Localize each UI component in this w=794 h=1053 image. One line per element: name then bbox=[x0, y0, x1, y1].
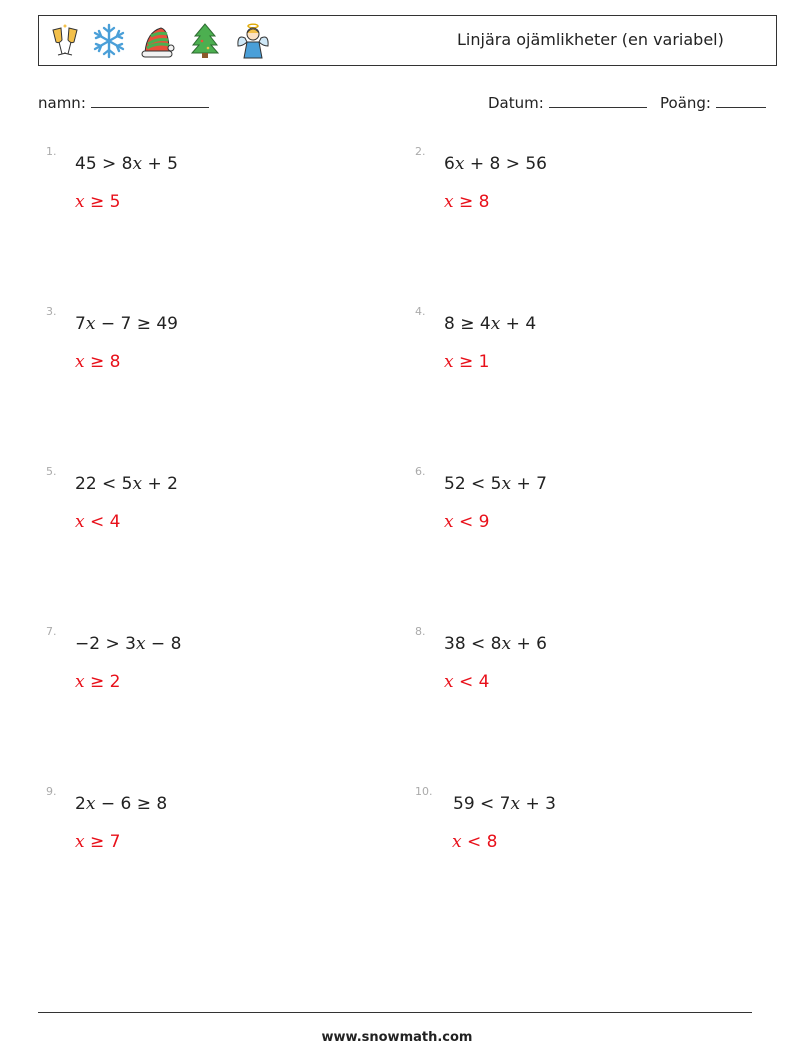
problem-question: 2x − 6 ≥ 8 bbox=[75, 794, 168, 814]
problem-number: 2. bbox=[415, 145, 426, 158]
date-label: Datum: bbox=[488, 94, 544, 112]
footer-website: www.snowmath.com bbox=[321, 1030, 473, 1045]
problem-answer: x ≥ 5 bbox=[75, 192, 121, 212]
problem-answer: x ≥ 8 bbox=[75, 352, 121, 372]
problem-answer: x < 4 bbox=[75, 512, 121, 532]
angel-icon bbox=[235, 22, 271, 60]
date-field bbox=[488, 93, 647, 112]
problem-answer: x < 8 bbox=[452, 832, 498, 852]
problem-question: 7x − 7 ≥ 49 bbox=[75, 314, 178, 334]
problem-question: 59 < 7x + 3 bbox=[453, 794, 556, 814]
problem-question: −2 > 3x − 8 bbox=[75, 634, 182, 654]
problem-question: 45 > 8x + 5 bbox=[75, 154, 178, 174]
snowflake-icon bbox=[91, 22, 127, 60]
date-blank-line[interactable] bbox=[549, 93, 647, 108]
problem-number: 8. bbox=[415, 625, 426, 638]
problem-number: 3. bbox=[46, 305, 57, 318]
problem-answer: x ≥ 7 bbox=[75, 832, 121, 852]
problem-answer: x ≥ 8 bbox=[444, 192, 490, 212]
score-field bbox=[660, 93, 766, 112]
worksheet-header bbox=[38, 15, 777, 66]
name-label: namn: bbox=[38, 94, 86, 112]
problem-question: 52 < 5x + 7 bbox=[444, 474, 547, 494]
christmas-tree-icon bbox=[187, 22, 223, 60]
score-label: Poäng: bbox=[660, 94, 711, 112]
problem-number: 4. bbox=[415, 305, 426, 318]
problem-number: 9. bbox=[46, 785, 57, 798]
problem-number: 10. bbox=[415, 785, 433, 798]
name-field bbox=[38, 93, 209, 112]
problem-number: 7. bbox=[46, 625, 57, 638]
problem-question: 38 < 8x + 6 bbox=[444, 634, 547, 654]
footer-divider bbox=[38, 1012, 752, 1013]
problem-answer: x ≥ 2 bbox=[75, 672, 121, 692]
problem-answer: x < 4 bbox=[444, 672, 490, 692]
santa-hat-icon bbox=[139, 22, 175, 60]
problem-answer: x ≥ 1 bbox=[444, 352, 490, 372]
worksheet-title: Linjära ojämlikheter (en variabel) bbox=[457, 30, 724, 49]
score-blank-line[interactable] bbox=[716, 93, 766, 108]
name-blank-line[interactable] bbox=[91, 93, 209, 108]
problem-question: 8 ≥ 4x + 4 bbox=[444, 314, 537, 334]
problem-answer: x < 9 bbox=[444, 512, 490, 532]
champagne-glasses-icon bbox=[47, 22, 83, 60]
problem-number: 6. bbox=[415, 465, 426, 478]
problem-number: 1. bbox=[46, 145, 57, 158]
problem-question: 22 < 5x + 2 bbox=[75, 474, 178, 494]
problem-question: 6x + 8 > 56 bbox=[444, 154, 547, 174]
problem-number: 5. bbox=[46, 465, 57, 478]
